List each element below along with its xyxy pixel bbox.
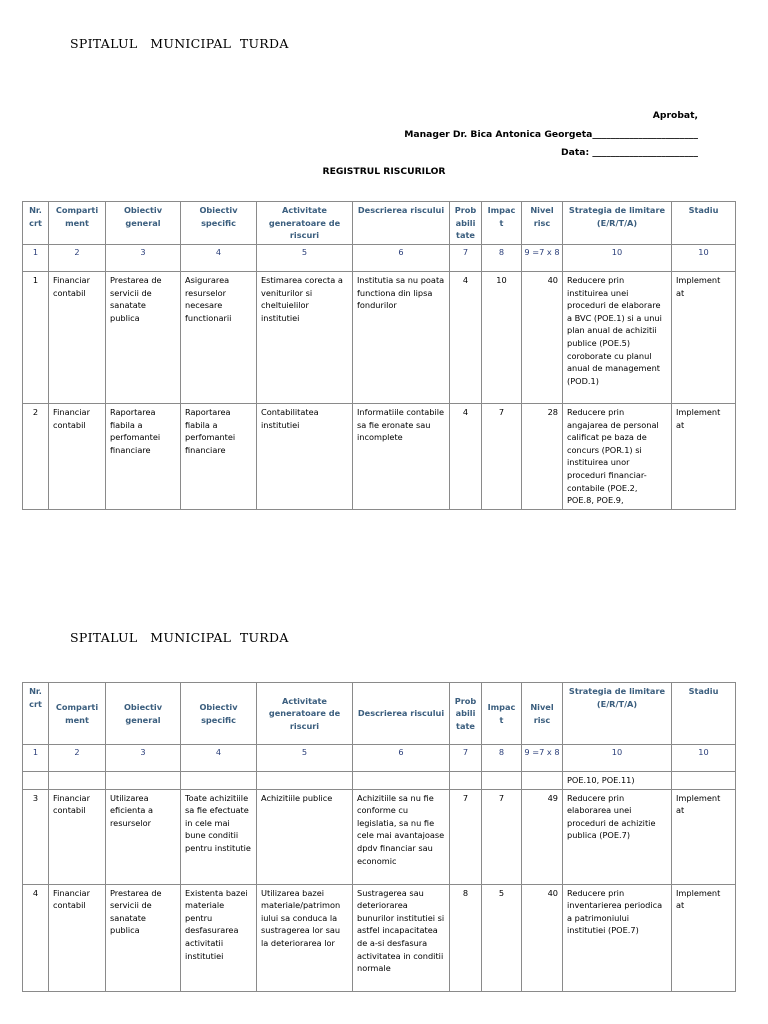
column-number: 2 [49, 245, 106, 272]
objective-specific-cell: Raportarea fiabila a perfomantei financiare [181, 404, 257, 510]
risk-description-cell: Institutia sa nu poata functiona din lipsa fondurilor [353, 272, 450, 404]
header-cell: Impac t [482, 202, 522, 245]
header-cell: Descrierea riscului [353, 683, 450, 745]
header-cell: Prob abili tate [450, 202, 482, 245]
objective-general-cell: Prestarea de servicii de sanatate publica [106, 884, 181, 991]
column-number: 7 [450, 745, 482, 772]
table-row [23, 272, 736, 404]
document-title: REGISTRUL RISCURILOR [322, 166, 446, 177]
objective-specific-cell: Toate achizitiile sa fie efectuate in cele mai bune conditii pentru institutie [181, 789, 257, 884]
compartiment-cell: Financiar contabil [49, 884, 106, 991]
risk-level-cell: 40 [522, 272, 563, 404]
probability-cell: 7 [450, 789, 482, 884]
column-number: 1 [23, 245, 49, 272]
strategy-cell: Reducere prin inventarierea periodica a patrimoniului institutiei (POE.7) [563, 884, 672, 991]
column-number: 5 [257, 745, 353, 772]
column-number: 7 [450, 245, 482, 272]
header-cell: Nivel risc [522, 683, 563, 745]
header-cell: Stadiu [672, 683, 736, 745]
column-number: 10 [672, 245, 736, 272]
hospital-name: SPITALUL MUNICIPAL TURDA [70, 630, 289, 645]
column-number: 6 [353, 745, 450, 772]
activity-cell: Achizitiile publice [257, 789, 353, 884]
status-cell: Implement at [672, 272, 736, 404]
strategy-cell: Reducere prin elaborarea unei proceduri de achizitie publica (POE.7) [563, 789, 672, 884]
probability-cell: 4 [450, 272, 482, 404]
column-number-row [23, 245, 736, 272]
risk-level-cell: 49 [522, 789, 563, 884]
header-cell: Descrierea riscului [353, 202, 450, 245]
header-cell: Activitate generatoare de riscuri [257, 683, 353, 745]
header-cell: Obiectiv general [106, 202, 181, 245]
risk-description-cell: Sustragerea sau deteriorarea bunurilor institutiei si astfel incapacitatea de a-si desfasura activitatea in conditii normale [353, 884, 450, 991]
objective-general-cell: Prestarea de servicii de sanatate publica [106, 272, 181, 404]
header-cell: Strategia de limitare (E/R/T/A) [563, 683, 672, 745]
column-number: 6 [353, 245, 450, 272]
strategy-continuation-cell: POE.10, POE.11) [563, 772, 672, 790]
risk-level-cell: 28 [522, 404, 563, 510]
impact-cell: 10 [482, 272, 522, 404]
header-cell: Obiectiv specific [181, 202, 257, 245]
objective-specific-cell: Existenta bazei materiale pentru desfasurarea activitatii institutiei [181, 884, 257, 991]
header-cell: Stadiu [672, 202, 736, 245]
risk-description-cell: Informatiile contabile sa fie eronate sau incomplete [353, 404, 450, 510]
activity-cell: Contabilitatea institutiei [257, 404, 353, 510]
risk-register-table [22, 682, 736, 992]
column-number: 4 [181, 245, 257, 272]
header-cell: Prob abili tate [450, 683, 482, 745]
status-cell: Implement at [672, 789, 736, 884]
activity-cell: Estimarea corecta a veniturilor si cheltuielilor institutiei [257, 272, 353, 404]
header-cell: Comparti ment [49, 683, 106, 745]
header-cell: Obiectiv specific [181, 683, 257, 745]
column-number: 10 [563, 245, 672, 272]
column-number: 10 [563, 745, 672, 772]
objective-general-cell: Raportarea fiabila a perfomantei financiare [106, 404, 181, 510]
header-cell: Obiectiv general [106, 683, 181, 745]
continuation-row [23, 772, 736, 790]
approval-label: Aprobat, [652, 110, 698, 121]
activity-cell: Utilizarea bazei materiale/patrimon iului sa conduca la sustragerea lor sau la deteriorarea lor [257, 884, 353, 991]
compartiment-cell: Financiar contabil [49, 789, 106, 884]
header-cell: Strategia de limitare (E/R/T/A) [563, 202, 672, 245]
column-number: 2 [49, 745, 106, 772]
header-cell: Nr. crt [23, 202, 49, 245]
table-row [23, 884, 736, 991]
status-cell: Implement at [672, 884, 736, 991]
risk-level-cell: 40 [522, 884, 563, 991]
column-number: 8 [482, 745, 522, 772]
compartiment-cell: Financiar contabil [49, 272, 106, 404]
column-number: 10 [672, 745, 736, 772]
strategy-cell: Reducere prin instituirea unei proceduri de elaborare a BVC (POE.1) si a unui plan anual de achizitii publice (POE.5) coroborate cu planul anual de management (POD.1) [563, 272, 672, 404]
column-number: 8 [482, 245, 522, 272]
column-number-row [23, 745, 736, 772]
column-number: 1 [23, 745, 49, 772]
column-number: 9 =7 x 8 [522, 245, 563, 272]
hospital-name: SPITALUL MUNICIPAL TURDA [70, 36, 289, 51]
impact-cell: 7 [482, 404, 522, 510]
date-line: Data: _______________________ [561, 147, 698, 158]
objective-general-cell: Utilizarea eficienta a resurselor [106, 789, 181, 884]
strategy-cell: Reducere prin angajarea de personal calificat pe baza de concurs (POR.1) si instituirea unor proceduri financiar-contabile (POE.2, POE.8, POE.9, [563, 404, 672, 510]
row-number: 4 [23, 884, 49, 991]
column-number: 3 [106, 245, 181, 272]
header-cell: Nivel risc [522, 202, 563, 245]
risk-description-cell: Achizitiile sa nu fie conforme cu legislatia, sa nu fie cele mai avantajoase dpdv financiar sau economic [353, 789, 450, 884]
probability-cell: 4 [450, 404, 482, 510]
table-row [23, 789, 736, 884]
header-cell: Activitate generatoare de riscuri [257, 202, 353, 245]
objective-specific-cell: Asigurarea resurselor necesare functionarii [181, 272, 257, 404]
column-number: 3 [106, 745, 181, 772]
column-number: 5 [257, 245, 353, 272]
risk-register-table [22, 201, 736, 510]
status-cell: Implement at [672, 404, 736, 510]
header-row [23, 202, 736, 245]
row-number: 1 [23, 272, 49, 404]
header-cell: Impac t [482, 683, 522, 745]
probability-cell: 8 [450, 884, 482, 991]
row-number: 2 [23, 404, 49, 510]
header-cell: Nr. crt [23, 683, 49, 745]
impact-cell: 5 [482, 884, 522, 991]
compartiment-cell: Financiar contabil [49, 404, 106, 510]
column-number: 4 [181, 745, 257, 772]
header-cell: Comparti ment [49, 202, 106, 245]
row-number: 3 [23, 789, 49, 884]
table-row [23, 404, 736, 510]
impact-cell: 7 [482, 789, 522, 884]
column-number: 9 =7 x 8 [522, 745, 563, 772]
header-row [23, 683, 736, 745]
manager-line: Manager Dr. Bica Antonica Georgeta_______________________ [404, 129, 698, 140]
